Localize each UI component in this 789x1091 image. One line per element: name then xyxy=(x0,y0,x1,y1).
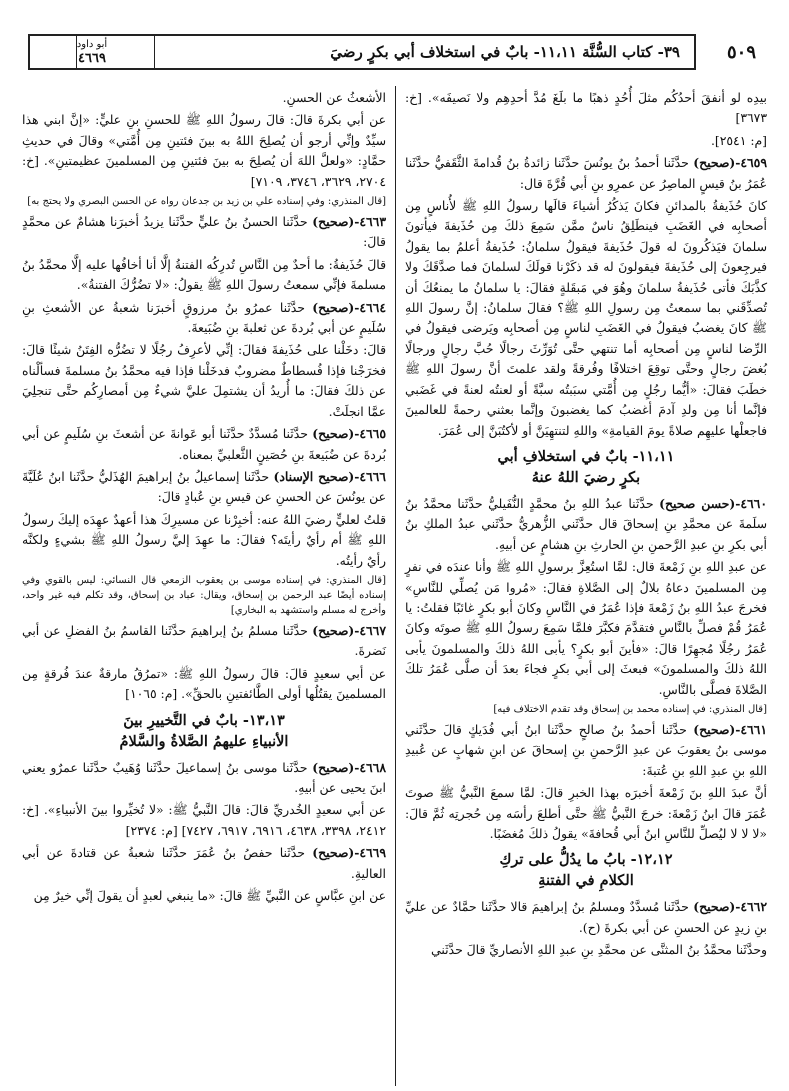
isnad-text: حدَّثَنا الحسنُ بنُ عليٍّ حدَّثَنا يزيدُ أخبرَنا هشامٌ عن محمَّدٍ قالَ: xyxy=(22,214,386,250)
isnad-text: حدَّثَنا مسلمُ بنُ إبراهيمَ حدَّثَنا القاسمُ بنُ الفضلِ عن أبي نَضرةَ. xyxy=(22,622,386,659)
hadith-4662-continued: عن أبي بكرةَ قالَ: قالَ رسولُ اللهِ ﷺ للحسنِ بنِ عليٍّ: «إنَّ ابني هذا سيِّدٌ وإنِّي أرجو أن يُصلِحَ اللهُ به بينَ فئتينِ مِن أُمَّتي» وقالَ في حديثِ حمَّادٍ: «ولعلَّ اللهَ أن يُصلِحَ به بينَ فئتينِ مِن المسلمينَ عظيمتينِ». [خ: ٢٧٠٤، ٣٦٢٩، ٣٧٤٦، ٧١٠٩] xyxy=(22,112,386,189)
running-header-box xyxy=(28,34,696,70)
hadith-4659-body: كانَ حُذَيفةُ بالمدائنِ فكانَ يَذكُرُ أشياءَ قالَها رسولُ اللهِ ﷺ لأُناسٍ مِن أصحابِه في الغَضَبِ فينطَلِقُ ناسٌ ممَّن سَمِعَ ذلكَ مِن حُذَيفةَ فيأتونَ سلمانَ فيَذكُرونَ له قولَ حُذَيفةَ فيقولُ سلمانُ: حُذَيفةُ أعلمُ بما يقولُ فيرجِعونَ إلى حُذَيفةَ فيقولونَ له قد ذكَرْنا قولَكَ لسلمانَ فما صدَّقَكَ ولا كذَّبَكَ فأتى حُذَيفةُ سلمانَ وهُوَ في مَبقَلةٍ فقالَ: يا سلمانُ ما يمنعُكَ أن تُصدِّقَني بما سمعتُ مِن رسولِ اللهِ ﷺ؟ فقالَ سلمانُ: إنَّ رسولَ اللهِ ﷺ كانَ يغضبُ فيقولُ في الغَضَبِ لناسٍ مِن أصحابِه ويَرضى فيقولُ في الرِّضا لناسٍ مِن أصحابِه أما تنتهي حتَّى تُوَرِّثَ رجالًا حُبَّ رجالٍ ورجالًا بُغضَ رجالٍ وحتَّى توقِعَ اختلافًا وفُرقةً ولقد علمتَ أنَّ رسولَ اللهِ ﷺ خطَبَ فقالَ: «أيُّما رجُلٍ مِن أُمَّتي سبَبتُه سبَّةً أو لعنتُه لعنةً في غَضَبي فإنَّما أنا مِن ولدِ آدمَ أغضبُ كما يغضبونَ وإنَّما بعثني رحمةً للعالمينَ فاجعلْها عليهِم صلاةً يومَ القيامةِ» واللهِ لتنتهِيَنَّ أو لأكتُبَنَّ إلى عُمَرَ. xyxy=(405,198,767,438)
chapter-title-line: ١٢،١٢- بابُ ما يدُلُّ على تركِ xyxy=(499,851,673,869)
hadith-number: ٤٦٦٦-(صحيح الإسناد) xyxy=(273,468,386,484)
hadith-number: ٤٦٦٠-(حسن صحيح) xyxy=(659,495,767,511)
hadith-4668-body: عن أبي سعيدٍ الخُدريِّ قالَ: قالَ النَّبيُّ ﷺ: «لا تُخيِّروا بينَ الأنبياءِ». [خ: ٢٤١٢، ٣٣٩٨، ٤٦٣٨، ٦٩١٦، ٦٩١٧، ٧٤٢٧] [م: ٢٣٧٤] xyxy=(22,802,386,838)
chapter-heading-1111 xyxy=(405,446,767,488)
hadith-4663-isnad xyxy=(22,212,386,253)
hadith-index-box xyxy=(30,36,155,68)
hadith-4664-isnad xyxy=(22,298,386,339)
hadith-4661-body: أنَّ عبدَ اللهِ بنَ زَمْعةَ أخبرَه بهذا الخبرِ قالَ: لمَّا سمعَ النَّبيُّ ﷺ صوتَ عُمَرَ قالَ ابنُ زَمْعةَ: خرجَ النَّبيُّ ﷺ حتَّى أطلعَ رأسَه مِن حُجرتِه ثُمَّ قالَ: «لا لا لا ليُصلِّ للنَّاسِ ابنُ أبي قُحافةَ» يقولُ ذلكَ مُغضَبًا. xyxy=(405,785,767,841)
chapter-title-line: الكلامِ في الفتنةِ xyxy=(538,872,634,890)
chapter-title-line: الأنبياءِ عليهمُ الصَّلاةُ والسَّلامُ xyxy=(119,732,289,750)
hadith-number: ٤٦٦١-(صحيح) xyxy=(693,721,767,737)
hadith-4661-isnad xyxy=(405,720,767,781)
continued-text-line: الأشعثُ عن الحسنِ. xyxy=(282,90,386,105)
hadith-number: ٤٦٥٩-(صحيح) xyxy=(693,155,767,171)
isnad-text: حدَّثَنا أحمدُ بنُ يونُسَ حدَّثَنا زائدةُ بنُ قُدامةَ الثَّقَفيُّ حدَّثَنا عُمَرُ بنُ قيسٍ الماصِرُ عن عمرِو بنِ أبي قُرَّةَ قال: xyxy=(405,155,767,191)
running-title: ٣٩- كتاب السُّنَّة ١١،١١- بابٌ في استخلاف أبي بكرٍ رضيَ xyxy=(330,43,680,61)
isnad-text: حدَّثَنا أحمدُ بنُ صالحٍ حدَّثَنا ابنُ أبي فُدَيكٍ قالَ حدَّثَني موسى بنُ يعقوبَ عن عبدِ الرَّحمنِ بنِ إسحاقَ عن ابنِ شهابٍ عن عُبيدِ اللهِ بنِ عبدِ اللهِ بنِ عُتبةَ: xyxy=(405,721,767,778)
continued-text-ref: [م: ٢٥٤١]. xyxy=(710,132,767,148)
hadith-4668-isnad xyxy=(22,758,386,799)
hadith-number: ٤٦٦٣-(صحيح) xyxy=(312,214,386,230)
isnad-text: حدَّثَنا عبدُ اللهِ بنُ محمَّدٍ النُّفَيليُّ حدَّثَنا محمَّدُ بنُ سلَمةَ عن محمَّدِ بنِ إسحاقَ قال حدَّثَني الزُّهريُّ حدَّثَني عبدُ الملكِ بنُ أبي بكرِ بنِ عبدِ الرَّحمنِ بنِ الحارثِ بنِ هشامٍ عن أبيهِ. xyxy=(405,495,767,552)
page-number: ٥٠٩ xyxy=(726,42,756,63)
chapter-heading-1313 xyxy=(22,710,386,752)
hadith-4664-body: قالَ: دخَلْنا على حُذَيفةَ فقالَ: إنِّي لأعرِفُ رجُلًا لا تضُرُّه الفِتَنُ شيئًا قالَ: فخرَجْنا فإذا فُسطاطٌ مضروبٌ فدخَلْنا فإذا فيه محمَّدُ بنُ مسلمةَ فسألْناه عن ذلكَ فقالَ: ما أُريدُ أن يشتمِلَ عليَّ شيءٌ مِن أمصارِكُم حتَّى تنجلِيَ عمَّا انجلَتْ. xyxy=(22,342,386,419)
hadith-4666-body: قلتُ لعليٍّ رضيَ اللهُ عنه: أخبِرْنا عن مسيرِكَ هذا أعهدٌ عهِدَه إليكَ رسولُ اللهِ ﷺ أم رأيٌ رأيتَه؟ فقالَ: ما عهِدَ إليَّ رسولُ اللهِ ﷺ بشيءٍ ولكنَّه رأيٌ رأيتُه. xyxy=(22,511,386,568)
hadith-4662-isnad xyxy=(405,897,767,938)
hadith-range: ٤٦٦٩ xyxy=(78,51,106,66)
footnote: [قال المنذري: في إسناده موسى بن يعقوب الزمعي قال النسائي: ليس بالقوي وفي إسناده أيضًا عبد الرحمن بن إسحاق، ويقال: عباد بن إسحاق، وقد تكلم فيه غير واحد، وأخرج له مسلم واستشهد به البخاري] xyxy=(22,574,386,616)
book-name: أبو داود xyxy=(76,39,108,50)
isnad-text: حدَّثَنا عمرُو بنُ مرزوقٍ أخبرَنا شعبةُ عن الأشعثِ بنِ سُلَيمٍ عن أبي بُردةَ عن ثعلبةَ بنِ ضُبَيعةَ. xyxy=(22,299,386,336)
chapter-title-line: ١٣،١٣- بابٌ في التَّخييرِ بينَ xyxy=(123,711,285,729)
hadith-4665-isnad xyxy=(22,424,386,465)
header-divider xyxy=(76,36,77,68)
isnad-text: حدَّثَنا مُسدَّدٌ حدَّثَنا أبو عَوانةَ عن أشعثَ بنِ سُلَيمٍ عن أبي بُردةَ عن ضُبَيعةَ بنِ حُصَينٍ الثَّعلبيِّ بمعناه. xyxy=(22,426,386,462)
chapter-heading-1212 xyxy=(405,849,767,891)
hadith-4666-isnad xyxy=(22,467,386,508)
footnote: [قال المنذري: وفي إسناده علي بن زيد بن جدعان رواه عن الحسن البصري ولا يحتج به] xyxy=(27,196,386,208)
continued-text-line: بيدِه لو أنفقَ أحدُكُم مثلَ أُحُدٍ ذهبًا ما بلَغَ مُدَّ أحدِهِم ولا نَصيفَه». [خ: ٣٦٧٣] xyxy=(405,90,767,126)
column-divider xyxy=(395,86,396,1086)
isnad-text: حدَّثَنا موسى بنُ إسماعيلَ حدَّثَنا وُهَيبٌ حدَّثَنا عمرٌو يعني ابنَ يحيى عن أبيهِ. xyxy=(22,759,386,795)
page-header xyxy=(22,32,762,76)
isnad-text: حدَّثَنا إسماعيلُ بنُ إبراهيمَ الهُذَليُّ حدَّثَنا ابنُ عُلَيَّةَ عن يونُسَ عن الحسنِ عن قيسِ بنِ عُبادٍ قالَ: xyxy=(22,468,386,505)
hadith-number: ٤٦٦٨-(صحيح) xyxy=(312,759,386,775)
hadith-4663-body: قالَ حُذَيفةُ: ما أحدٌ مِن النَّاسِ تُدرِكُه الفتنةُ إلَّا أنا أخافُها عليه إلَّا محمَّدُ بنُ مسلمةَ فإنِّي سمعتُ رسولَ اللهِ ﷺ يقولُ: «لا تضُرُّكَ الفتنةُ». xyxy=(22,256,386,293)
hadith-number: ٤٦٦٥-(صحيح) xyxy=(312,426,386,442)
footnote: [قال المنذري: في إسناده محمد بن إسحاق وقد تقدم الاختلاف فيه] xyxy=(493,703,767,715)
hadith-number: ٤٦٦٤-(صحيح) xyxy=(312,299,386,315)
hadith-4660-body: عن عبدِ اللهِ بنِ زَمْعةَ قال: لمَّا استُعِزَّ برسولِ اللهِ ﷺ وأنا عندَه في نفرٍ مِن المسلمينَ دعاهُ بلالٌ إلى الصَّلاةِ فقالَ: «مُروا مَن يُصلِّي للنَّاسِ» فخرجَ عبدُ اللهِ بنُ زَمْعةَ فإذا عُمَرُ في النَّاسِ وكانَ أبو بكرٍ غائبًا فقلتُ: يا عُمَرُ قُمْ فصلِّ بالنَّاسِ فتقدَّمَ فكبَّرَ فلمَّا سَمِعَ رسولُ اللهِ ﷺ صوتَه وكانَ عُمَرُ رجُلًا مُجهِرًا قالَ: «فأينَ أبو بكرٍ؟ يأبى اللهُ ذلكَ والمسلمونَ يأبى اللهُ ذلكَ والمسلمونَ» فبعثَ إلى أبي بكرٍ فجاءَ بعدَ أن صلَّى عُمَرُ تلكَ الصَّلاةَ فصلَّى بالنَّاسِ. xyxy=(405,559,767,697)
isnad-text: حدَّثَنا مُسدَّدٌ ومسلمُ بنُ إبراهيمَ قالا حدَّثَنا حمَّادٌ عن عليِّ بنِ زيدٍ عن الحسنِ عن أبي بكرةَ (ح). xyxy=(405,899,767,935)
left-column xyxy=(22,88,386,908)
hadith-number: ٤٦٦٧-(صحيح) xyxy=(312,622,386,638)
right-column xyxy=(405,88,767,963)
hadith-number: ٤٦٦٢-(صحيح) xyxy=(693,899,767,915)
hadith-4667-isnad xyxy=(22,621,386,662)
chapter-title-line: بكرٍ رضيَ اللهُ عنهُ xyxy=(531,468,641,486)
chapter-title-line: ١١،١١- بابٌ في استخلافِ أبي xyxy=(497,447,675,465)
hadith-4669-body: عن ابنِ عبَّاسٍ عن النَّبيِّ ﷺ قالَ: «ما ينبغي لعبدٍ أن يقولَ إنِّي خيرٌ مِن xyxy=(33,888,386,903)
hadith-4662-body: وحدَّثَنا محمَّدُ بنُ المثنَّى عن محمَّدِ بنِ عبدِ اللهِ الأنصاريِّ قالَ حدَّثَني xyxy=(431,942,767,958)
hadith-4669-isnad xyxy=(22,843,386,884)
hadith-number: ٤٦٦٩-(صحيح) xyxy=(312,845,386,861)
hadith-4659-isnad xyxy=(405,153,767,194)
hadith-4667-body: عن أبي سعيدٍ قالَ: قالَ رسولُ اللهِ ﷺ: «تمرُقُ مارقةٌ عندَ فُرقةٍ مِن المسلمينَ يقتُلُها أولى الطَّائفتينِ بالحقِّ». [م: ١٠٦٥] xyxy=(22,665,386,702)
isnad-text: حدَّثَنا حفصُ بنُ عُمَرَ حدَّثَنا شعبةُ عن قتادةَ عن أبي العاليةِ. xyxy=(22,845,386,881)
hadith-4660-isnad xyxy=(405,494,767,555)
